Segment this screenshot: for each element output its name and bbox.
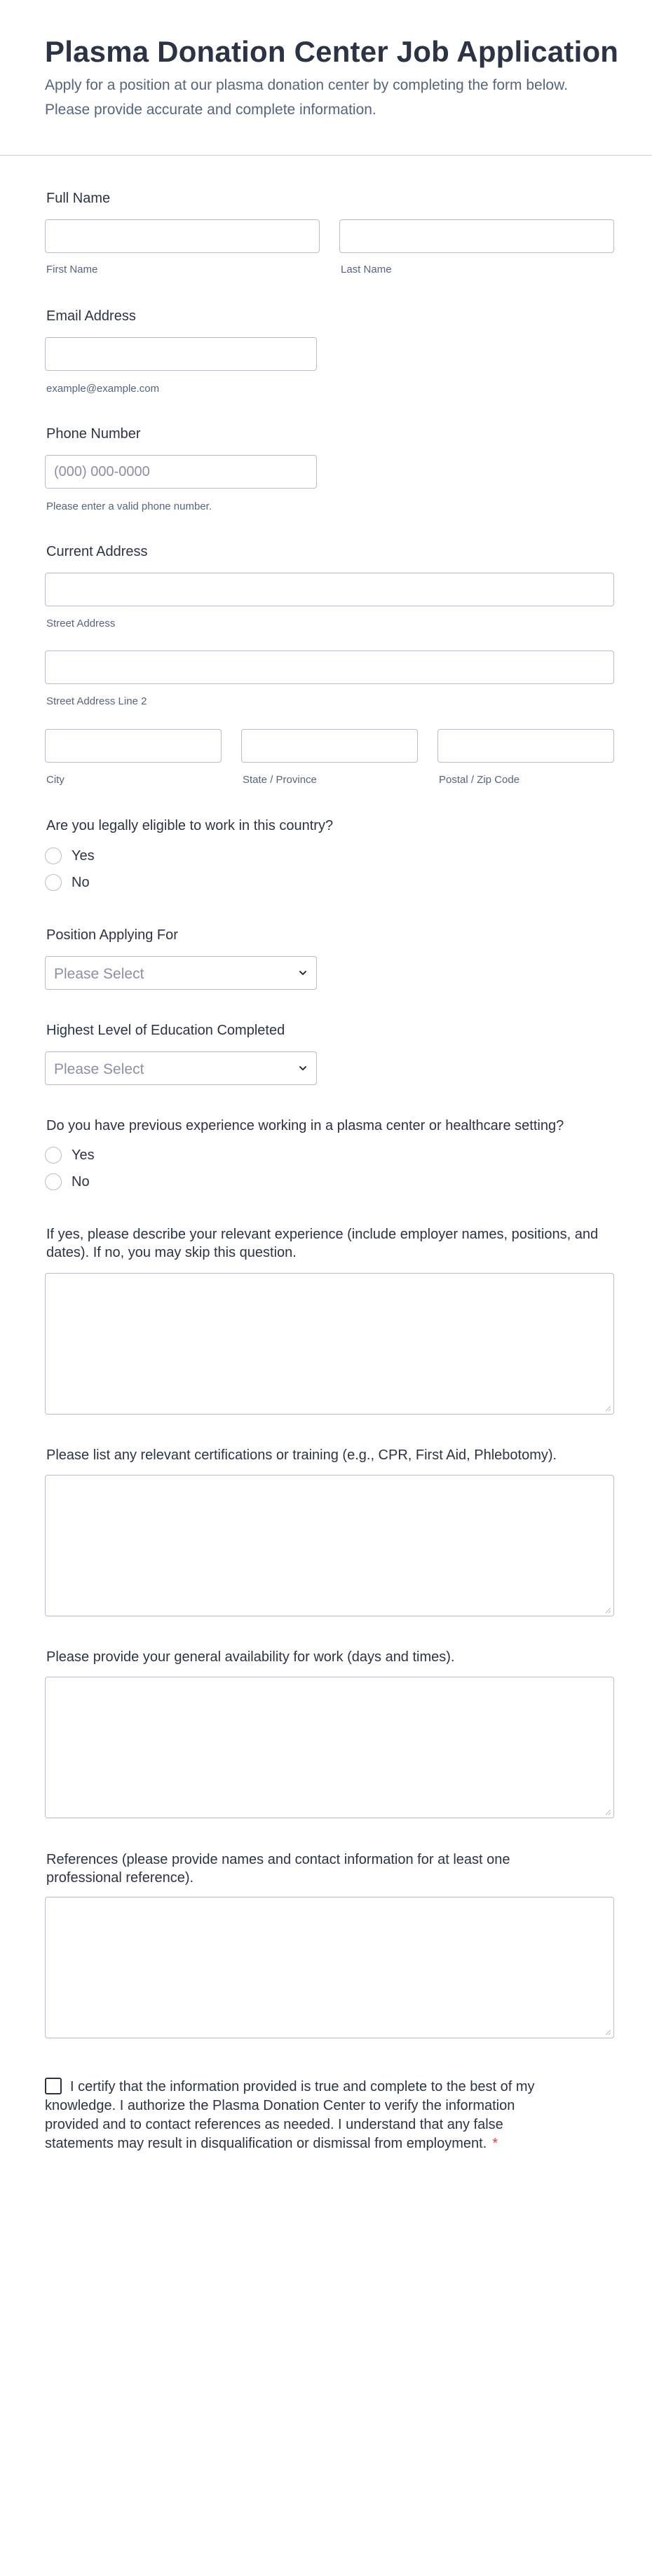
- radio-label: No: [72, 1173, 90, 1190]
- certifications-textarea[interactable]: [45, 1475, 614, 1616]
- certification-text: I certify that the information provided is true and complete to the best of my knowledge. I authorize the Plasma Donation Center to verify the information provided and to contact references as needed. I understand that any false statements may result in disqualification or dismissal from employment.: [45, 2079, 535, 2151]
- city-sublabel: City: [46, 774, 64, 786]
- zip-input[interactable]: [437, 729, 614, 763]
- last-name-input[interactable]: [339, 219, 614, 253]
- availability-textarea[interactable]: [45, 1677, 614, 1818]
- address-label: Current Address: [46, 544, 148, 559]
- street-address-input[interactable]: [45, 573, 614, 606]
- resize-grip-icon[interactable]: [604, 1808, 611, 1815]
- radio-button[interactable]: [45, 1147, 62, 1164]
- first-name-sublabel: First Name: [46, 264, 98, 275]
- zip-sublabel: Postal / Zip Code: [439, 774, 520, 786]
- last-name-sublabel: Last Name: [341, 264, 392, 275]
- email-sublabel: example@example.com: [46, 383, 160, 395]
- eligibility-option-yes[interactable]: [45, 846, 95, 866]
- eligibility-option-no[interactable]: [45, 873, 90, 892]
- certifications-label: Please list any relevant certifications or training (e.g., CPR, First Aid, Phlebotomy).: [46, 1447, 557, 1463]
- education-label: Highest Level of Education Completed: [46, 1023, 285, 1038]
- form-header: [0, 0, 652, 156]
- references-label: References (please provide names and contact information for at least one professional reference).: [46, 1852, 510, 1886]
- full-name-label: Full Name: [46, 191, 111, 206]
- experience-details-label: If yes, please describe your relevant experience (include employer names, positions, and dates). If no, you may skip this question.: [46, 1227, 599, 1260]
- availability-label: Please provide your general availability for work (days and times).: [46, 1649, 455, 1665]
- certification-statement: [45, 2078, 557, 2153]
- experience-option-yes[interactable]: [45, 1145, 95, 1165]
- street-address-line2-input[interactable]: [45, 650, 614, 684]
- experience-option-no[interactable]: [45, 1172, 90, 1192]
- education-select-value: Please Select: [54, 1061, 144, 1077]
- chevron-down-icon: [297, 1062, 309, 1075]
- email-input[interactable]: [45, 337, 317, 371]
- radio-button[interactable]: [45, 874, 62, 891]
- street-address-line2-sublabel: Street Address Line 2: [46, 695, 147, 707]
- chevron-down-icon: [297, 967, 309, 979]
- page-subtitle: Apply for a position at our plasma donation center by completing the form below. Please provide accurate and complete information.: [45, 77, 568, 118]
- state-sublabel: State / Province: [243, 774, 317, 786]
- first-name-input[interactable]: [45, 219, 320, 253]
- radio-button[interactable]: [45, 1173, 62, 1190]
- resize-grip-icon[interactable]: [604, 2029, 611, 2036]
- city-input[interactable]: [45, 729, 222, 763]
- radio-label: No: [72, 874, 90, 890]
- references-textarea[interactable]: [45, 1897, 614, 2038]
- radio-label: Yes: [72, 1147, 95, 1163]
- position-select[interactable]: [45, 956, 317, 990]
- phone-sublabel: Please enter a valid phone number.: [46, 500, 212, 512]
- radio-button[interactable]: [45, 847, 62, 864]
- experience-question: Do you have previous experience working in a plasma center or healthcare setting?: [46, 1118, 564, 1133]
- page-title: Plasma Donation Center Job Application: [45, 35, 619, 68]
- radio-label: Yes: [72, 847, 95, 864]
- eligibility-question: Are you legally eligible to work in this country?: [46, 818, 334, 833]
- state-input[interactable]: [241, 729, 418, 763]
- resize-grip-icon[interactable]: [604, 1405, 611, 1412]
- required-asterisk: *: [492, 2136, 498, 2151]
- education-select[interactable]: [45, 1051, 317, 1085]
- position-select-value: Please Select: [54, 966, 144, 982]
- resize-grip-icon[interactable]: [604, 1607, 611, 1614]
- email-label: Email Address: [46, 308, 136, 324]
- position-label: Position Applying For: [46, 927, 178, 943]
- experience-details-textarea[interactable]: [45, 1273, 614, 1415]
- phone-input[interactable]: [45, 455, 317, 489]
- certify-checkbox[interactable]: [45, 2078, 62, 2094]
- phone-label: Phone Number: [46, 426, 141, 442]
- street-address-sublabel: Street Address: [46, 618, 116, 629]
